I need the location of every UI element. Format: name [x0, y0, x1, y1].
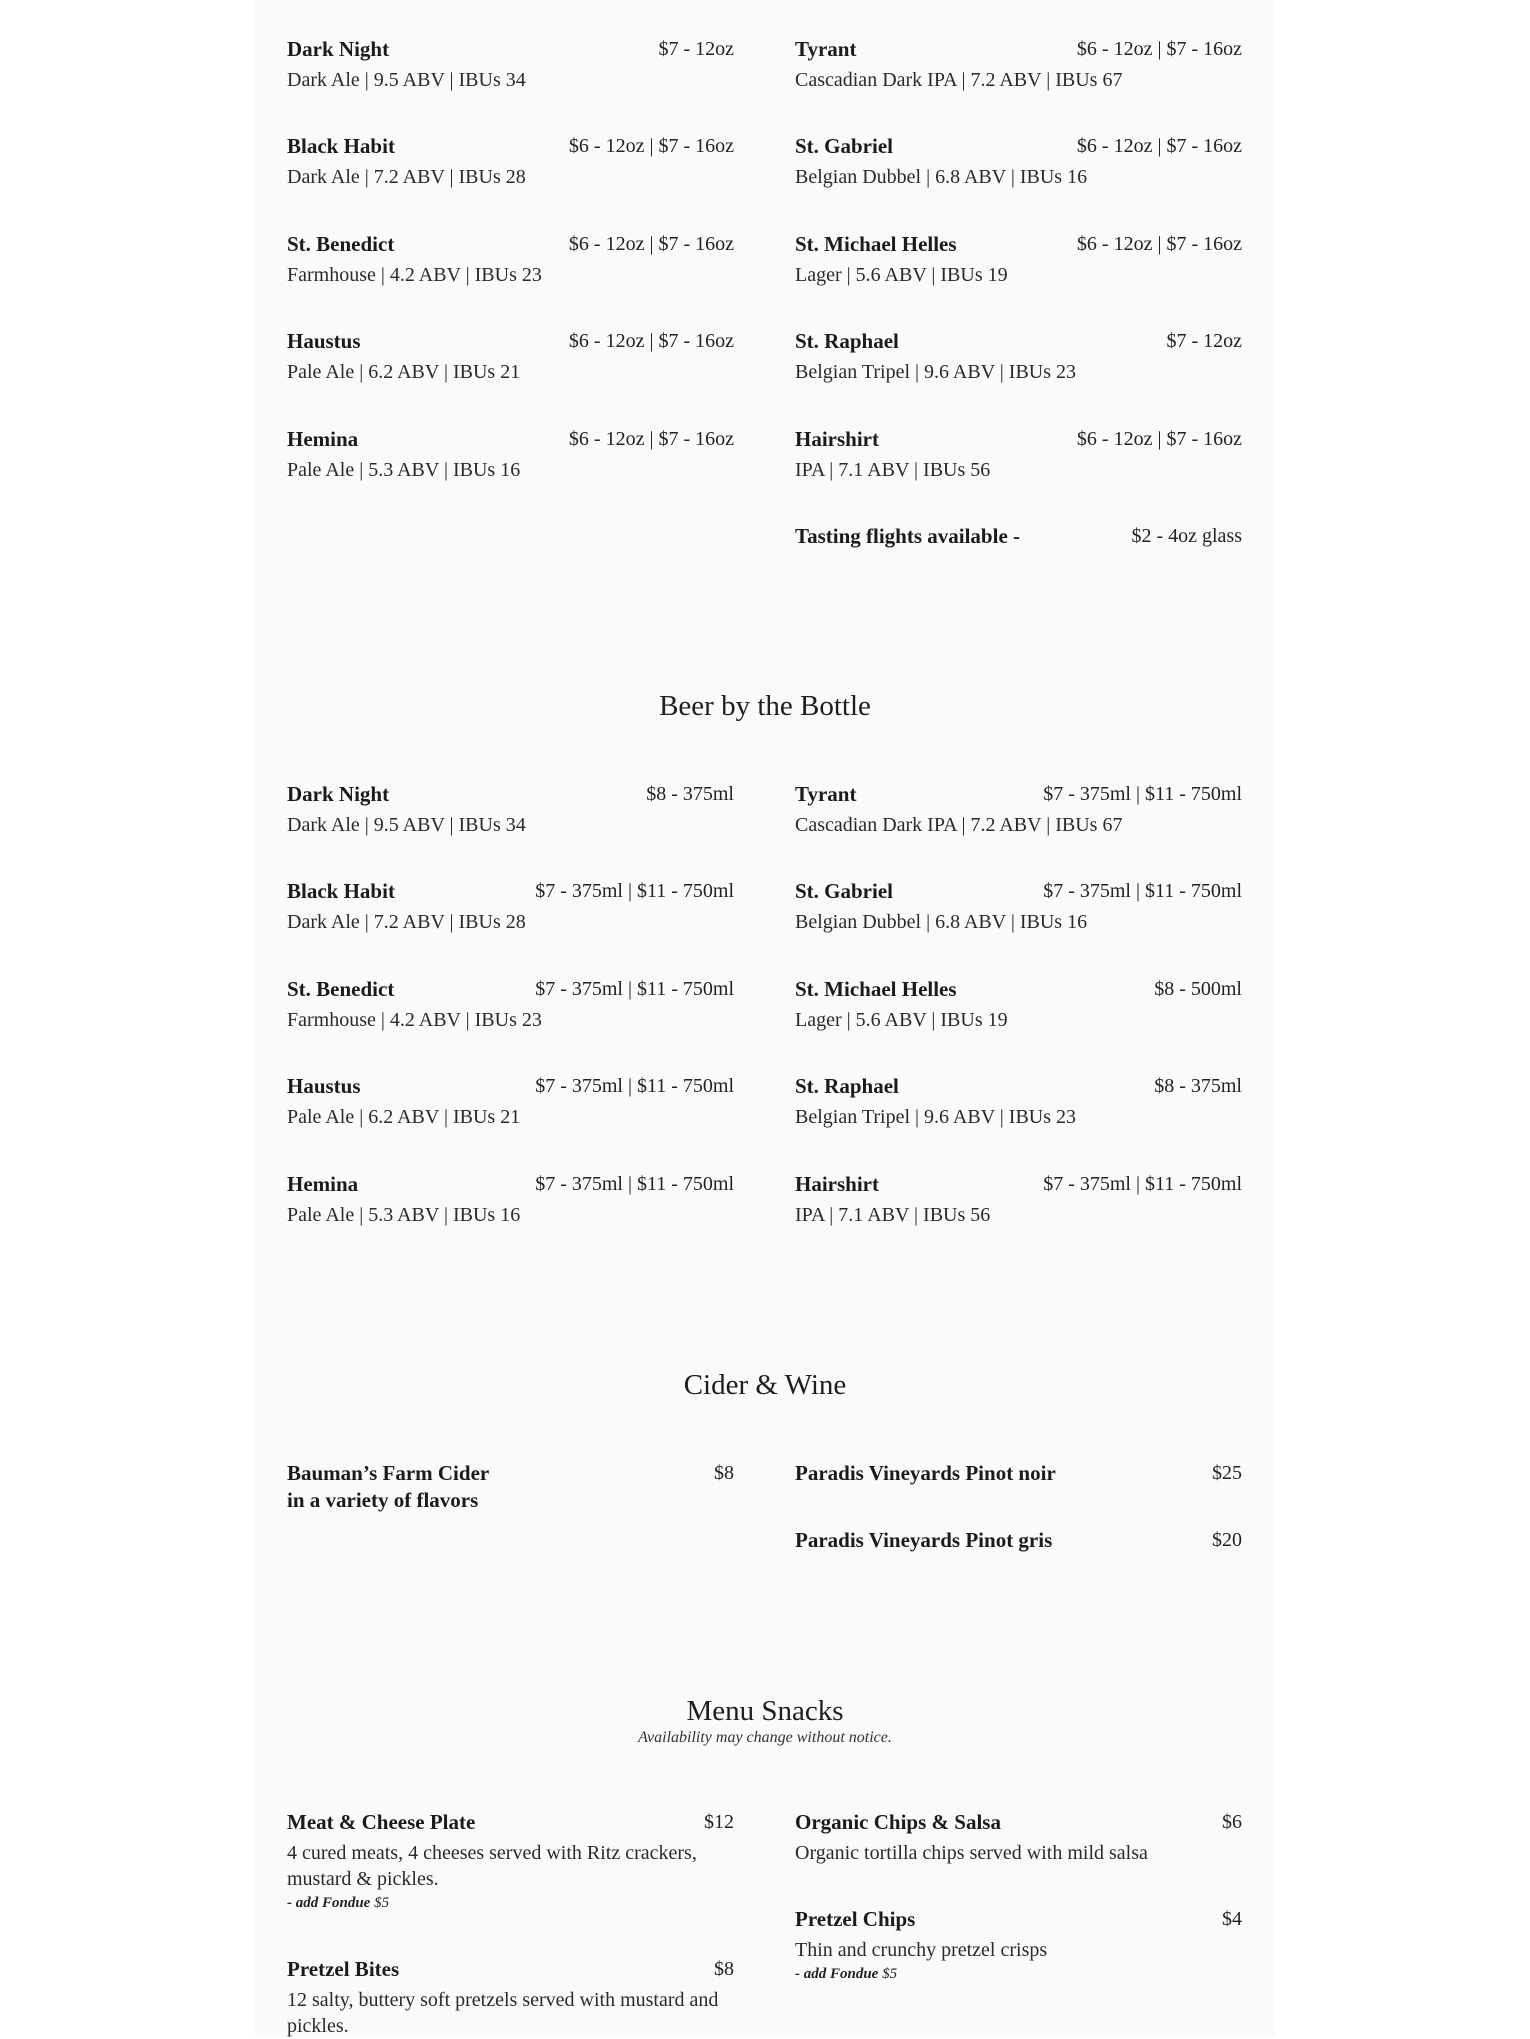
item-name: St. Benedict: [287, 977, 395, 1001]
item-price: $8 - 375ml: [646, 783, 734, 805]
snack-item: [795, 1906, 1242, 1983]
item-price: $6 - 12oz | $7 - 16oz: [1076, 233, 1242, 255]
menu-item: [795, 231, 1242, 288]
wine-name: Paradis Vineyards Pinot gris: [795, 1528, 1053, 1552]
item-name: Black Habit: [287, 134, 395, 158]
item-price: $6 - 12oz | $7 - 16oz: [568, 233, 734, 255]
snack-item: [287, 1809, 734, 1912]
addon-price: $5: [882, 1966, 898, 1982]
item-name: Tyrant: [795, 37, 857, 61]
item-name: Hemina: [287, 1172, 359, 1196]
item-price: $7 - 375ml | $11 - 750ml: [535, 880, 734, 902]
item-price: $7 - 12oz: [658, 38, 734, 60]
item-desc: Cascadian Dark IPA | 7.2 ABV | IBUs 67: [795, 814, 1123, 836]
menu-item: [795, 1073, 1242, 1130]
menu-item: [795, 1171, 1242, 1228]
menu-item: [287, 328, 734, 385]
flights-label: Tasting flights available -: [795, 524, 1021, 548]
section-title-cider-wine: Cider & Wine: [683, 1369, 847, 1401]
item-price: $6 - 12oz | $7 - 16oz: [1076, 38, 1242, 60]
snack-item: [287, 1956, 734, 2039]
item-name: Dark Night: [287, 782, 390, 806]
wine-price: $25: [1212, 1462, 1242, 1484]
item-name: Meat & Cheese Plate: [287, 1810, 476, 1834]
item-desc: Dark Ale | 7.2 ABV | IBUs 28: [287, 166, 526, 188]
menu-item: [795, 328, 1242, 385]
wine-item: [795, 1527, 1242, 1554]
item-name: Haustus: [287, 1074, 361, 1098]
menu-item: [287, 426, 734, 483]
item-desc: Pale Ale | 5.3 ABV | IBUs 16: [287, 1204, 521, 1226]
menu-item: [795, 426, 1242, 483]
item-price: $7 - 375ml | $11 - 750ml: [535, 1173, 734, 1195]
menu-item: [795, 36, 1242, 93]
item-desc: IPA | 7.1 ABV | IBUs 56: [795, 1204, 991, 1226]
menu-item: [287, 133, 734, 190]
wine-item: [795, 1460, 1242, 1487]
item-desc: Organic tortilla chips served with mild salsa: [795, 1842, 1148, 1864]
item-price: $12: [704, 1811, 734, 1833]
menu-item: [287, 36, 734, 93]
item-name: St. Gabriel: [795, 879, 893, 903]
item-name: St. Benedict: [287, 232, 395, 256]
tasting-flights: [795, 523, 1242, 550]
item-name: St. Michael Helles: [795, 977, 957, 1001]
addon-label: - add Fondue: [287, 1895, 371, 1911]
item-price: $6 - 12oz | $7 - 16oz: [568, 135, 734, 157]
menu-item: [287, 1073, 734, 1130]
menu-item: [287, 1171, 734, 1228]
item-price: $7 - 375ml | $11 - 750ml: [1043, 880, 1242, 902]
item-price: $8 - 500ml: [1154, 978, 1242, 1000]
item-name: Hairshirt: [795, 1172, 879, 1196]
item-price: $4: [1222, 1908, 1242, 1930]
item-name: Dark Night: [287, 37, 390, 61]
item-desc: Pale Ale | 5.3 ABV | IBUs 16: [287, 459, 521, 481]
item-desc: Lager | 5.6 ABV | IBUs 19: [795, 1009, 1008, 1031]
cider-name: [287, 1460, 587, 1514]
cider-name-line1: Bauman’s Farm Cider: [287, 1461, 490, 1485]
item-desc: Belgian Tripel | 9.6 ABV | IBUs 23: [795, 1106, 1077, 1128]
wine-price: $20: [1212, 1529, 1242, 1551]
item-name: Pretzel Chips: [795, 1907, 916, 1931]
item-desc: Farmhouse | 4.2 ABV | IBUs 23: [287, 1009, 542, 1031]
cider-price: $8: [714, 1462, 734, 1484]
item-desc: 4 cured meats, 4 cheeses served with Ritz crackers, mustard & pickles.: [287, 1842, 697, 1890]
item-price: $8: [714, 1958, 734, 1980]
item-desc: Belgian Tripel | 9.6 ABV | IBUs 23: [795, 361, 1077, 383]
addon-label: - add Fondue: [795, 1966, 879, 1982]
item-desc: Pale Ale | 6.2 ABV | IBUs 21: [287, 361, 521, 383]
item-price: $7 - 375ml | $11 - 750ml: [1043, 783, 1242, 805]
item-desc: IPA | 7.1 ABV | IBUs 56: [795, 459, 991, 481]
item-name: Hemina: [287, 427, 359, 451]
item-name: Hairshirt: [795, 427, 879, 451]
menu-item: [795, 878, 1242, 935]
menu-item: [795, 133, 1242, 190]
flights-price: $2 - 4oz glass: [1131, 525, 1242, 547]
item-desc: Farmhouse | 4.2 ABV | IBUs 23: [287, 264, 542, 286]
item-name: St. Michael Helles: [795, 232, 957, 256]
menu-item: [287, 878, 734, 935]
snacks-subtitle: Availability may change without notice.: [638, 1729, 892, 1746]
item-price: $6 - 12oz | $7 - 16oz: [1076, 428, 1242, 450]
item-name: St. Raphael: [795, 1074, 899, 1098]
item-desc: 12 salty, buttery soft pretzels served with mustard and pickles.: [287, 1989, 719, 2037]
item-desc: Dark Ale | 9.5 ABV | IBUs 34: [287, 69, 526, 91]
item-desc: Dark Ale | 7.2 ABV | IBUs 28: [287, 911, 526, 933]
menu-item: [287, 976, 734, 1033]
item-desc: Pale Ale | 6.2 ABV | IBUs 21: [287, 1106, 521, 1128]
addon-note: [795, 1965, 1242, 1983]
menu-panel: [255, 0, 1275, 2036]
item-name: St. Gabriel: [795, 134, 893, 158]
item-price: $6 - 12oz | $7 - 16oz: [568, 330, 734, 352]
item-name: Tyrant: [795, 782, 857, 806]
item-name: Organic Chips & Salsa: [795, 1810, 1001, 1834]
cider-item: [287, 1460, 734, 1514]
item-desc: Belgian Dubbel | 6.8 ABV | IBUs 16: [795, 166, 1088, 188]
item-desc: Cascadian Dark IPA | 7.2 ABV | IBUs 67: [795, 69, 1123, 91]
item-name: Black Habit: [287, 879, 395, 903]
menu-item: [795, 976, 1242, 1033]
item-name: Pretzel Bites: [287, 1957, 400, 1981]
item-desc: Thin and crunchy pretzel crisps: [795, 1939, 1048, 1961]
menu-item: [287, 781, 734, 838]
item-desc: Belgian Dubbel | 6.8 ABV | IBUs 16: [795, 911, 1088, 933]
section-title-snacks: Menu Snacks: [686, 1695, 844, 1727]
snack-item: [795, 1809, 1242, 1866]
menu-item: [287, 231, 734, 288]
addon-price: $5: [374, 1895, 390, 1911]
item-price: $6: [1222, 1811, 1242, 1833]
item-price: $7 - 375ml | $11 - 750ml: [535, 978, 734, 1000]
item-price: $7 - 375ml | $11 - 750ml: [1043, 1173, 1242, 1195]
item-price: $6 - 12oz | $7 - 16oz: [1076, 135, 1242, 157]
menu-item: [795, 781, 1242, 838]
cider-name-line2: in a variety of flavors: [287, 1488, 479, 1512]
item-price: $7 - 12oz: [1166, 330, 1242, 352]
item-desc: Dark Ale | 9.5 ABV | IBUs 34: [287, 814, 526, 836]
item-desc: Lager | 5.6 ABV | IBUs 19: [795, 264, 1008, 286]
wine-name: Paradis Vineyards Pinot noir: [795, 1461, 1056, 1485]
item-name: St. Raphael: [795, 329, 899, 353]
item-price: $8 - 375ml: [1154, 1075, 1242, 1097]
item-price: $7 - 375ml | $11 - 750ml: [535, 1075, 734, 1097]
section-title-bottle: Beer by the Bottle: [659, 690, 871, 722]
item-name: Haustus: [287, 329, 361, 353]
addon-note: [287, 1894, 734, 1912]
item-price: $6 - 12oz | $7 - 16oz: [568, 428, 734, 450]
